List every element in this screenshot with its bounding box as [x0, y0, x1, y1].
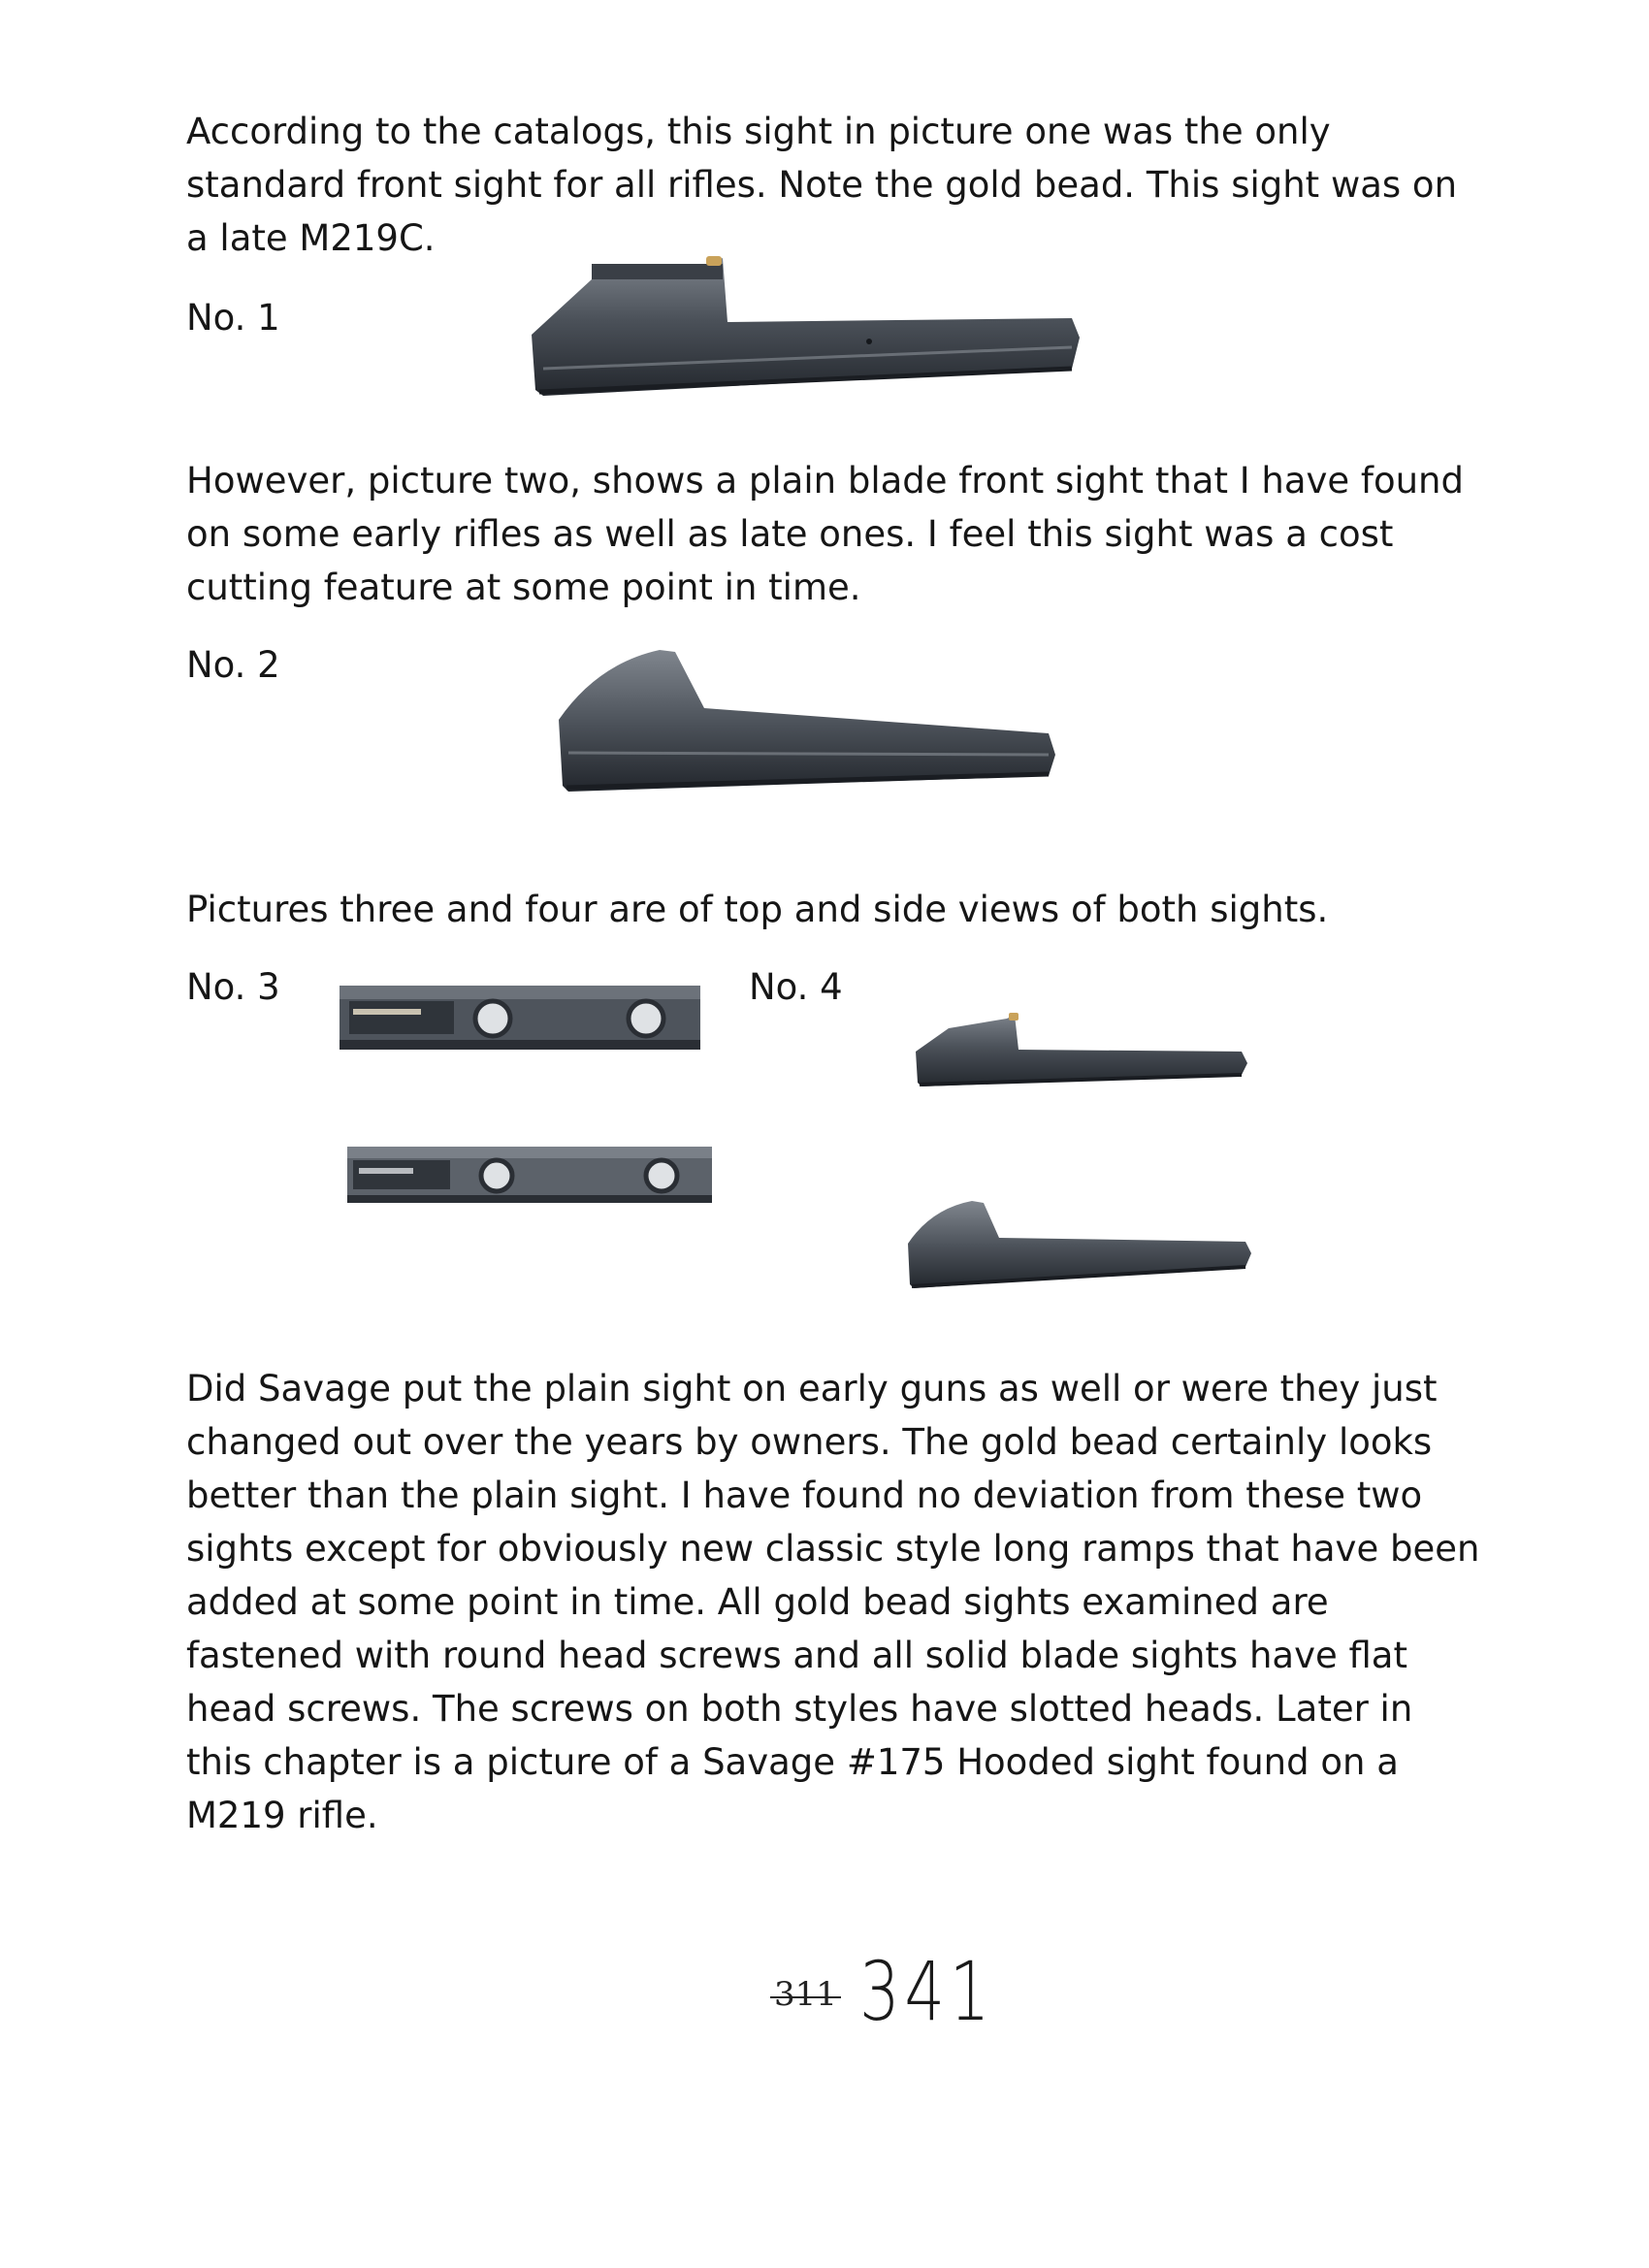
photo-side-view-gold-bead	[910, 1001, 1251, 1088]
paragraph-intro: According to the catalogs, this sight in picture one was the only standard front sight for all rifles. Note the gold bead. This sight was on a late M219C.	[186, 111, 1458, 259]
paragraph-views: Pictures three and four are of top and side views of both sights.	[186, 889, 1329, 930]
page-number	[774, 1944, 995, 2049]
page-number-struck: 311	[774, 1975, 837, 2014]
figure-label-no4: No. 4	[749, 966, 843, 1008]
gold-bead-marker	[706, 256, 722, 266]
paragraph-plain-blade: However, picture two, shows a plain blade front sight that I have found on some early rifles as well as late ones. I feel this sight was a cost cutting feature at some point in time.	[186, 460, 1464, 608]
figure-label-no1: No. 1	[186, 297, 280, 339]
figure-label-no2: No. 2	[186, 644, 280, 686]
photo-gold-bead-sight	[514, 233, 1096, 398]
photo-plain-blade-sight	[539, 640, 1083, 795]
page-number-handwritten: 341	[859, 1944, 995, 2039]
photo-top-view-gold-bead	[338, 982, 704, 1055]
photo-side-view-plain-blade	[902, 1193, 1257, 1290]
figure-label-no3: No. 3	[186, 966, 280, 1008]
photo-top-view-plain-blade	[345, 1143, 714, 1207]
paragraph-discussion: Did Savage put the plain sight on early guns as well or were they just changed out over the years by owners. The gold bead certainly looks better than the plain sight. I have found no deviation from these two sights except for obviously new classic style long ramps that have been added at some point in time. All gold bead sights examined are fastened with round head screws and all solid blade sights have flat head screws. The screws on both styles have slotted heads. Later in this chapter is a picture of a Savage #175 Hooded sight found on a M219 rifle.	[186, 1368, 1480, 1836]
